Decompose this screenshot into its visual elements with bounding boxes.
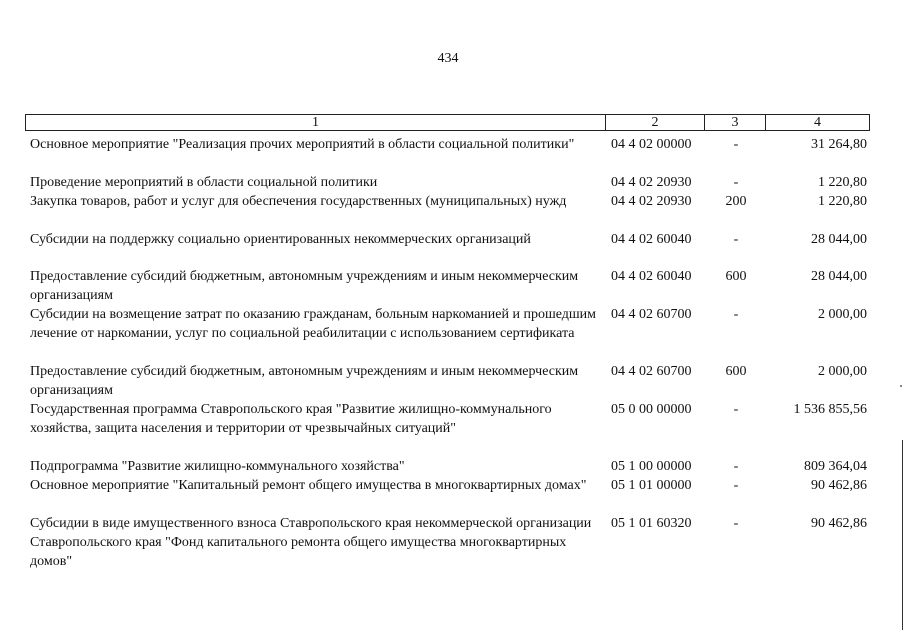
- table-header: [25, 114, 870, 131]
- row-name: Проведение мероприятий в области социальной политики: [30, 175, 378, 190]
- row-type: -: [733, 307, 739, 322]
- row-name: Предоставление субсидий бюджетным, автономным учреждениям и иным некоммерческим организациям: [30, 364, 579, 398]
- row-name: Подпрограмма "Развитие жилищно-коммунального хозяйства": [30, 459, 405, 474]
- row-sum: 1 220,80: [818, 194, 867, 209]
- row-code: 05 0 00 00000: [611, 402, 692, 417]
- row-type: -: [733, 175, 739, 190]
- row-name: Субсидии на поддержку социально ориентированных некоммерческих организаций: [30, 232, 531, 247]
- row-type: 600: [725, 269, 747, 284]
- row-type: -: [733, 402, 739, 417]
- row-type: -: [733, 478, 739, 493]
- row-sum: 90 462,86: [811, 516, 867, 531]
- header-col-3: 3: [705, 115, 766, 130]
- row-type: -: [733, 459, 739, 474]
- row-sum: 28 044,00: [811, 232, 867, 247]
- row-code: 05 1 01 60320: [611, 516, 692, 531]
- header-col-2: 2: [606, 115, 705, 130]
- row-name: Закупка товаров, работ и услуг для обеспечения государственных (муниципальных) нужд: [30, 194, 567, 209]
- row-code: 04 4 02 00000: [611, 137, 692, 152]
- row-sum: 2 000,00: [818, 307, 867, 322]
- row-name: Субсидии на возмещение затрат по оказанию гражданам, больным наркоманией и прошедшим лечение от наркомании, услуг по социальной реабилитации с использованием сертификата: [30, 307, 597, 341]
- row-code: 04 4 02 20930: [611, 194, 692, 209]
- row-sum: 90 462,86: [811, 478, 867, 493]
- header-col-4: 4: [814, 115, 821, 130]
- row-type: 600: [725, 364, 747, 379]
- row-code: 05 1 01 00000: [611, 478, 692, 493]
- row-code: 05 1 00 00000: [611, 459, 692, 474]
- row-sum: 31 264,80: [811, 137, 867, 152]
- row-name: Государственная программа Ставропольского края "Развитие жилищно-коммунального хозяйства, защита населения и территории от чрезвычайных ситуаций": [30, 402, 552, 436]
- row-name: Субсидии в виде имущественного взноса Ставропольского края некоммерческой организации Ставропольского края "Фонд капитального ремонта общего имущества многоквартирных домов": [30, 516, 592, 569]
- header-col-1: 1: [26, 115, 606, 130]
- row-type: -: [733, 232, 739, 247]
- row-sum: 2 000,00: [818, 364, 867, 379]
- row-name: Предоставление субсидий бюджетным, автономным учреждениям и иным некоммерческим организациям: [30, 269, 579, 303]
- row-code: 04 4 02 60040: [611, 269, 692, 284]
- scan-edge-line: [902, 440, 903, 630]
- row-name: Основное мероприятие "Капитальный ремонт общего имущества в многоквартирных домах": [30, 478, 587, 493]
- row-type: -: [733, 516, 739, 531]
- row-code: 04 4 02 60700: [611, 364, 692, 379]
- row-type: 200: [725, 194, 747, 209]
- page-number: 434: [437, 51, 459, 66]
- scan-mark: [900, 385, 902, 387]
- row-sum: 1 220,80: [818, 175, 867, 190]
- row-sum: 1 536 855,56: [793, 402, 867, 417]
- row-code: 04 4 02 20930: [611, 175, 692, 190]
- row-name: Основное мероприятие "Реализация прочих мероприятий в области социальной политики": [30, 137, 575, 152]
- row-code: 04 4 02 60700: [611, 307, 692, 322]
- row-sum: 28 044,00: [811, 269, 867, 284]
- row-code: 04 4 02 60040: [611, 232, 692, 247]
- row-type: -: [733, 137, 739, 152]
- row-sum: 809 364,04: [804, 459, 867, 474]
